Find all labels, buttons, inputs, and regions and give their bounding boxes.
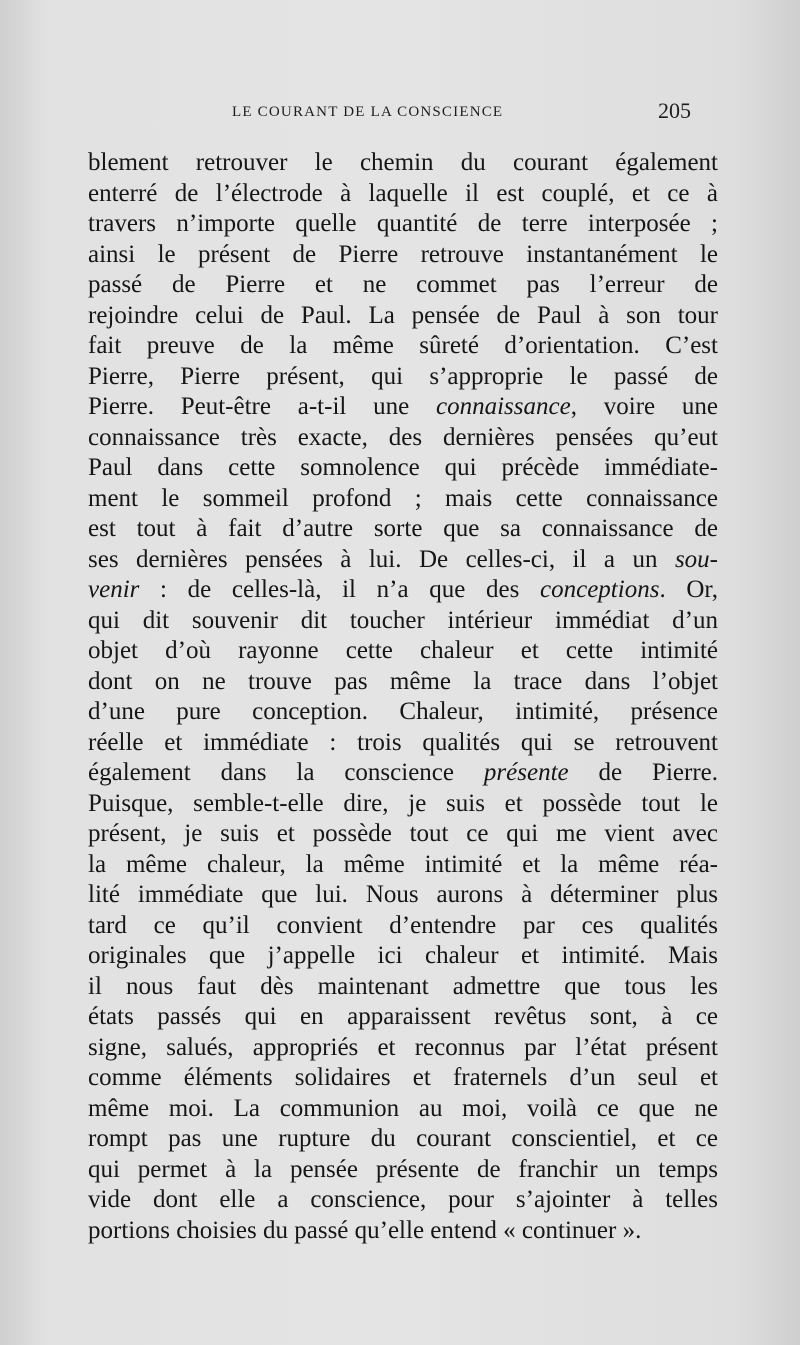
text-segment: : de celles-là, il n’a que des	[139, 576, 541, 603]
text-segment: signe, salués, appropriés et reconnus par l’état présent	[88, 1033, 718, 1061]
text-line	[88, 880, 718, 911]
text-segment: d’une pure conception. Chaleur, intimité, présence	[88, 698, 718, 725]
body-text	[88, 148, 718, 1246]
text-line	[88, 850, 718, 881]
italic-term: venir	[88, 576, 140, 603]
text-segment: Puisque, semble-t-elle dire, je suis et possède tout le	[88, 789, 718, 817]
text-line	[88, 1216, 718, 1247]
italic-term: conceptions	[540, 576, 660, 603]
text-segment: états passés qui en apparaissent revêtus sont, à ce	[88, 1003, 718, 1030]
text-segment: également dans la conscience	[88, 759, 484, 786]
text-segment: lité immédiate que lui. Nous aurons à déterminer plus	[88, 881, 718, 908]
text-segment: dont on ne trouve pas même la trace dans l’objet	[88, 667, 718, 695]
text-segment: la même chaleur, la même intimité et la même réa-	[88, 850, 718, 878]
running-title: LE COURANT DE LA CONSCIENCE	[232, 104, 504, 120]
page-header	[0, 98, 800, 128]
text-line	[88, 941, 718, 972]
text-line	[88, 758, 718, 789]
text-segment: . Or,	[659, 576, 718, 603]
page-number: 205	[658, 98, 691, 123]
text-segment: Pierre, Pierre présent, qui s’approprie le passé de	[88, 362, 718, 390]
italic-term: connaissance	[436, 393, 571, 420]
text-line	[88, 270, 718, 301]
text-segment: comme éléments solidaires et fraternels d’un seul et	[88, 1064, 718, 1091]
text-line	[88, 789, 718, 820]
text-line	[88, 1033, 718, 1064]
text-segment: est tout à fait d’autre sorte que sa connaissance de	[88, 515, 718, 542]
text-segment: il nous faut dès maintenant admettre que tous les	[88, 972, 718, 1000]
text-line	[88, 453, 718, 484]
text-segment: Pierre. Peut-être a-t-il une	[88, 393, 437, 420]
text-line	[88, 362, 718, 393]
text-line	[88, 606, 718, 637]
text-line	[88, 1124, 718, 1155]
text-segment: rompt pas une rupture du courant conscientiel, et ce	[88, 1125, 718, 1152]
text-segment: de Pierre.	[568, 759, 718, 786]
text-segment: connaissance très exacte, des dernières pensées qu’eut	[88, 423, 718, 451]
text-line	[88, 1155, 718, 1186]
text-line	[88, 911, 718, 942]
text-line	[88, 209, 718, 240]
text-segment: ses dernières pensées à lui. De celles-ci, il a un	[88, 545, 675, 573]
text-segment: présent, je suis et possède tout ce qui me vient avec	[88, 820, 718, 847]
text-segment: passé de Pierre et ne commet pas l’erreur de	[88, 271, 718, 298]
text-segment: ment le sommeil profond ; mais cette connaissance	[88, 484, 718, 512]
text-line	[88, 819, 718, 850]
text-line	[88, 179, 718, 210]
text-segment: qui dit souvenir dit toucher intérieur immédiat d’un	[88, 606, 718, 634]
text-line	[88, 667, 718, 698]
text-line	[88, 1094, 718, 1125]
text-segment: Paul dans cette somnolence qui précède immédiate-	[88, 454, 718, 481]
text-segment: objet d’où rayonne cette chaleur et cette intimité	[88, 637, 718, 664]
text-line	[88, 545, 718, 576]
text-line	[88, 636, 718, 667]
text-segment: tard ce qu’il convient d’entendre par ces qualités	[88, 911, 718, 939]
text-line	[88, 301, 718, 332]
text-line	[88, 1185, 718, 1216]
text-line	[88, 240, 718, 271]
text-line	[88, 423, 718, 454]
text-segment: même moi. La communion au moi, voilà ce que ne	[88, 1094, 718, 1122]
text-line	[88, 1002, 718, 1033]
text-segment: enterré de l’électrode à laquelle il est couplé, et ce à	[88, 179, 718, 207]
text-line	[88, 1063, 718, 1094]
text-line	[88, 697, 718, 728]
text-segment: originales que j’appelle ici chaleur et intimité. Mais	[88, 942, 718, 969]
text-line	[88, 514, 718, 545]
text-line	[88, 575, 718, 606]
text-segment: ainsi le présent de Pierre retrouve instantanément le	[88, 240, 718, 268]
text-segment: portions choisies du passé qu’elle entend « continuer ».	[88, 1216, 642, 1244]
text-line	[88, 728, 718, 759]
text-segment: , voire une	[570, 393, 719, 420]
text-line	[88, 148, 718, 179]
text-segment: fait preuve de la même sûreté d’orientation. C’est	[88, 332, 718, 359]
text-line	[88, 392, 718, 423]
text-line	[88, 331, 718, 362]
text-segment: vide dont elle a conscience, pour s’ajointer à telles	[88, 1186, 718, 1213]
text-segment: blement retrouver le chemin du courant également	[88, 149, 718, 176]
text-segment: réelle et immédiate : trois qualités qui se retrouvent	[88, 728, 718, 756]
italic-term: présente	[483, 759, 569, 786]
italic-term: sou-	[674, 545, 718, 573]
text-line	[88, 484, 718, 515]
text-segment: rejoindre celui de Paul. La pensée de Paul à son tour	[88, 301, 718, 329]
text-line	[88, 972, 718, 1003]
text-segment: qui permet à la pensée présente de franchir un temps	[88, 1155, 718, 1183]
text-segment: travers n’importe quelle quantité de terre interposée ;	[88, 210, 718, 237]
